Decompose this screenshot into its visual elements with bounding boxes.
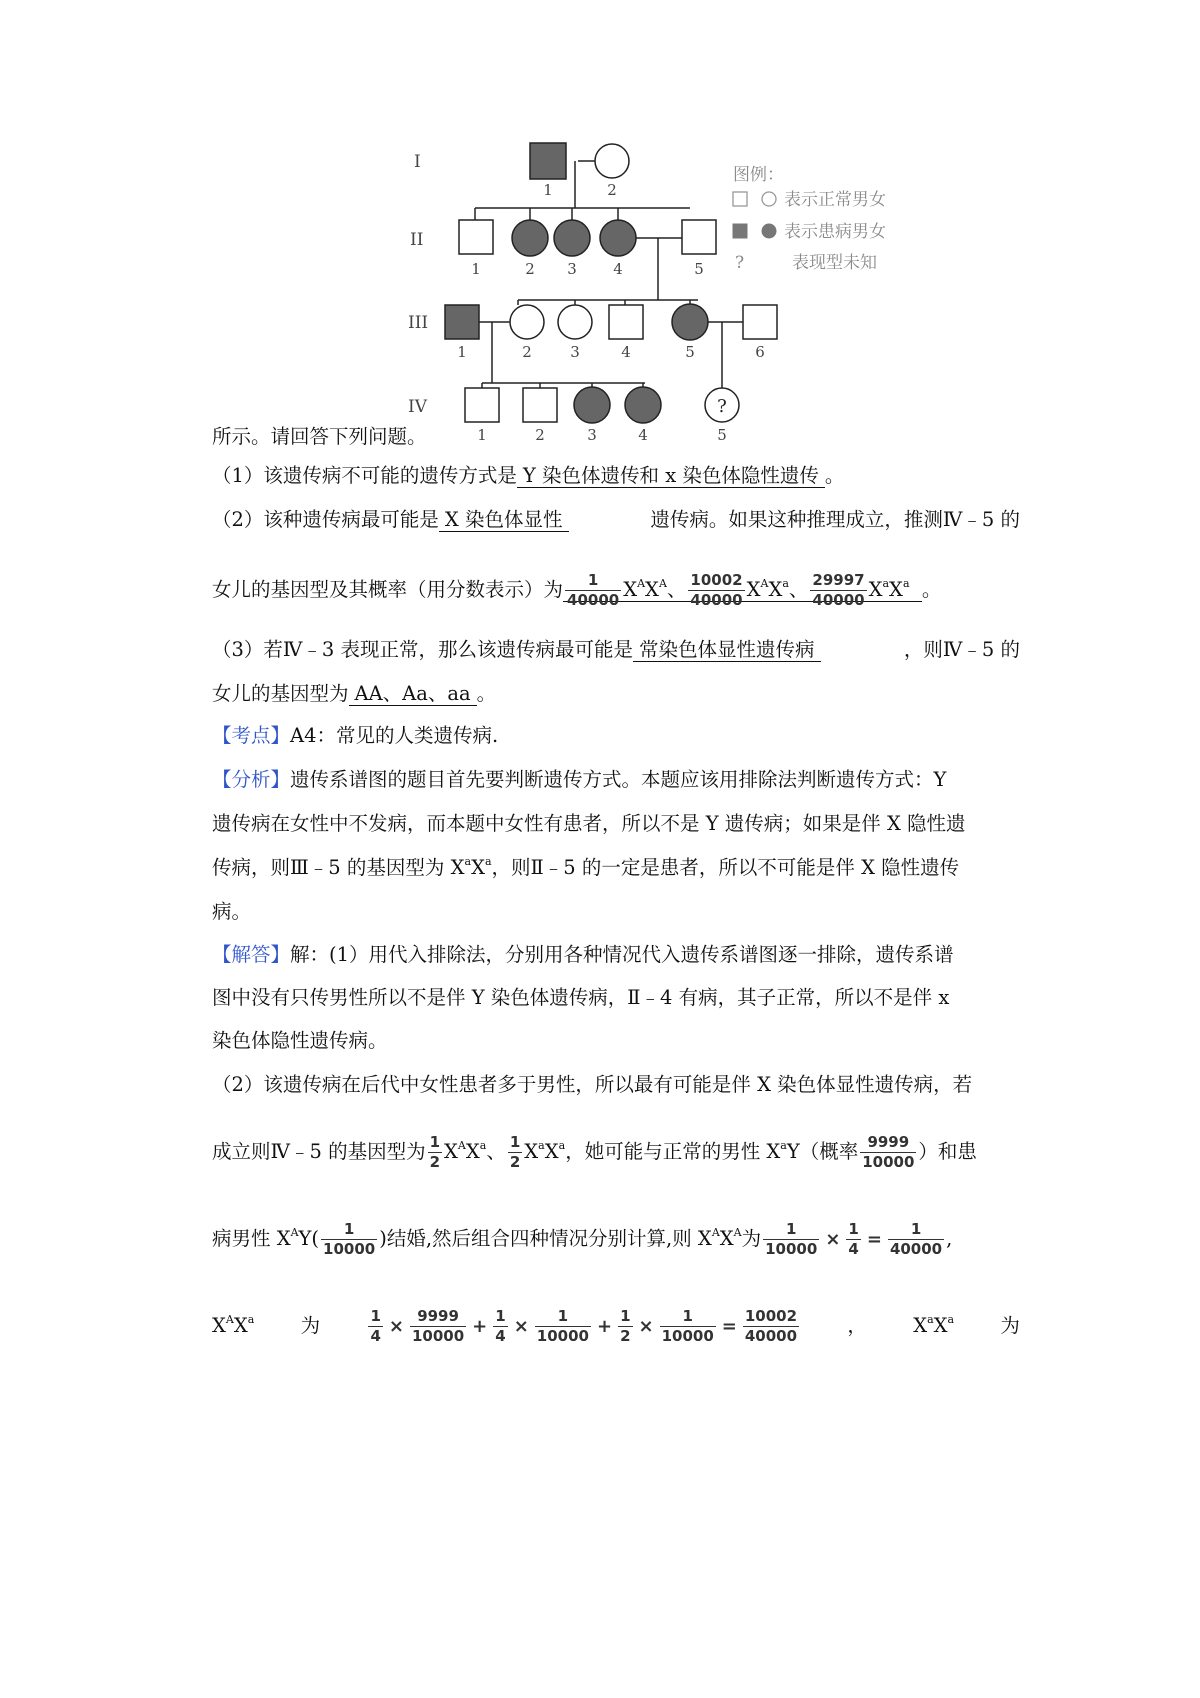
- q2-suffix: 遗传病。如果这种推理成立，推测Ⅳ﹣5 的: [650, 508, 1020, 531]
- indiv-num: 1: [457, 343, 467, 361]
- pedigree-IV-1-normal-male: [465, 388, 499, 422]
- pedigree-unknown-mark: ?: [717, 396, 727, 417]
- q3-answer: 常染色体显性遗传病: [633, 638, 821, 662]
- pedigree-II-2-affected-female: [512, 220, 548, 256]
- pedigree-III-3-normal-female: [558, 305, 592, 339]
- indiv-num: 2: [522, 343, 532, 361]
- indiv-num: 3: [587, 426, 597, 444]
- fraction: $\frac{9999}{10000}$: [862, 1133, 915, 1171]
- indiv-num: 1: [477, 426, 487, 444]
- fraction: $\frac{1}{10000}$: [536, 1307, 589, 1345]
- indiv-num: 6: [755, 343, 765, 361]
- pedigree-III-2-normal-female: [510, 305, 544, 339]
- legend-affected-male: [733, 224, 747, 238]
- fraction: $\frac{29997}{40000}$: [812, 571, 865, 609]
- fraction: $\frac{1}{2}$: [620, 1307, 631, 1345]
- indiv-num: 4: [638, 426, 648, 444]
- q2-line: [212, 505, 1020, 535]
- intro-text: 所示。请回答下列问题。: [212, 425, 427, 448]
- q1-line: [212, 461, 1020, 491]
- pedigree-III-6-normal-male: [743, 305, 777, 339]
- jieda-label: 【解答】: [212, 943, 291, 966]
- fraction: $\frac{1}{40000}$: [889, 1220, 943, 1258]
- fraction: $\frac{1}{4}$: [370, 1307, 381, 1345]
- fraction: $\frac{1}{40000}$: [567, 571, 620, 609]
- fraction: $\frac{1}{2}$: [429, 1133, 441, 1171]
- pedigree-III-5-affected-female: [672, 304, 708, 340]
- jieda-line-3: 染色体隐性遗传病。: [212, 1029, 388, 1052]
- jieda-line-1: 【解答】解：(1）用代入排除法，分别用各种情况代入遗传系谱图逐一排除，遗传系谱: [212, 943, 954, 966]
- jieda-line-4: （2）该遗传病在后代中女性患者多于男性，所以最有可能是伴 X 染色体显性遗传病，若: [212, 1073, 973, 1096]
- fraction: $\frac{1}{4}$: [848, 1220, 859, 1258]
- pedigree-II-3-affected-female: [554, 220, 590, 256]
- q3-line: [212, 635, 1020, 665]
- legend-title: 图例：: [733, 165, 784, 185]
- legend-normal-label: 表示正常男女: [784, 190, 886, 210]
- legend-normal-female: [762, 192, 776, 206]
- q1-answer: Y 染色体遗传和 x 染色体隐性遗传: [517, 464, 825, 488]
- pedigree-II-5-normal-male: [682, 220, 716, 254]
- jieda-line-7: $X^AX^a$ 为 $\frac{1}{4}$ × $\frac{9999}{10000}$ + $\frac{1}{4}$ × $\frac{1}{10000}$ + $\frac{1}{2}$ × $\frac{1}{10000}$ = $\frac{10002}{40000}$ ， $X^aX^a$ 为: [212, 1307, 1020, 1345]
- pedigree-I-1-affected-male: [530, 143, 566, 179]
- jieda-line-2: 图中没有只传男性所以不是伴 Y 染色体遗传病，Ⅱ﹣4 有病，其子正常，所以不是伴 x: [212, 986, 950, 1009]
- q3-left: （3）若Ⅳ﹣3 表现正常，那么该遗传病最可能是 常染色体显性遗传病: [212, 635, 821, 665]
- pedigree-IV-3-affected-female: [574, 387, 610, 423]
- q2-answer: X 染色体显性: [439, 508, 569, 532]
- gen-label: I: [414, 152, 421, 172]
- pedigree-III-4-normal-male: [609, 305, 643, 339]
- pedigree-IV-2-normal-male: [523, 388, 557, 422]
- fenxi-line-2: 遗传病在女性中不发病，而本题中女性有患者，所以不是 Y 遗传病；如果是伴 X 隐性遗: [212, 812, 966, 835]
- fenxi-label: 【分析】: [212, 768, 291, 791]
- q3b-answer: AA、Aa、aa: [349, 682, 477, 706]
- fraction: $\frac{10002}{40000}$: [744, 1307, 798, 1345]
- kaodian-text: A4：常见的人类遗传病.: [290, 724, 499, 747]
- fraction: $\frac{1}{4}$: [495, 1307, 506, 1345]
- jieda-line-5: 成立则Ⅳ﹣5 的基因型为 $\frac{1}{2}$ $X^AX^a$、 $\frac{1}{2}$ $X^aX^a$，她可能与正常的男性 $X^aY$（概率 $\frac{9999}{10000}$ ）和患: [212, 1133, 977, 1171]
- fraction: $\frac{9999}{10000}$: [411, 1307, 465, 1345]
- jieda-line-6: 病男性 $X^AY$( $\frac{1}{10000}$ )结婚,然后组合四种情况分别计算,则 $X^AX^A$为 $\frac{1}{10000}$ × $\frac{1}{4}$ = $\frac{1}{40000}$ ,: [212, 1220, 953, 1258]
- fraction: $\frac{1}{2}$: [509, 1133, 521, 1171]
- legend-affected-label: 表示患病男女: [784, 222, 886, 242]
- legend-unknown-label: 表现型未知: [792, 253, 877, 273]
- q2b-prefix: 女儿的基因型及其概率（用分数表示）为: [212, 578, 564, 601]
- pedigree-II-1-normal-male: [459, 220, 493, 254]
- intro-line: [212, 422, 1020, 452]
- indiv-num: 3: [570, 343, 580, 361]
- legend-affected-female: [762, 224, 776, 238]
- kaodian-label: 【考点】: [212, 724, 291, 747]
- fenxi-line-3: 传病，则Ⅲ﹣5 的基因型为 $X^aX^a$，则Ⅱ﹣5 的一定是患者，所以不可能是伴 X 隐性遗传: [212, 855, 960, 879]
- gen-label: IV: [408, 397, 427, 417]
- pedigree-I-2-normal-female: [595, 144, 629, 178]
- q2b-line: 女儿的基因型及其概率（用分数表示）为 $\frac{1}{40000}$ $X^AX^A$、 $\frac{10002}{40000}$ $X^AX^a$、 $\frac{29997}{40000}$ $X^aX^a$ 。: [212, 571, 942, 609]
- indiv-num: 2: [525, 260, 535, 278]
- q1-prefix: （1）该遗传病不可能的遗传方式是: [212, 464, 517, 487]
- gen-label: II: [410, 230, 424, 250]
- fraction: $\frac{1}{10000}$: [323, 1220, 376, 1258]
- q3b-line: 女儿的基因型为 AA、Aa、aa 。: [212, 682, 497, 705]
- pedigree-IV-4-affected-female: [625, 387, 661, 423]
- fraction: $\frac{1}{10000}$: [661, 1307, 714, 1345]
- gen-label: III: [408, 313, 429, 333]
- q3-suffix: ，则Ⅳ﹣5 的: [903, 638, 1020, 661]
- indiv-num: 2: [607, 181, 617, 199]
- indiv-num: 1: [471, 260, 481, 278]
- pedigree-II-4-affected-female: [600, 220, 636, 256]
- indiv-num: 2: [535, 426, 545, 444]
- indiv-num: 5: [717, 426, 727, 444]
- indiv-num: 5: [694, 260, 704, 278]
- q2-left: （2）该种遗传病最可能是 X 染色体显性: [212, 505, 569, 535]
- pedigree-III-1-affected-male: [445, 305, 479, 339]
- indiv-num: 5: [685, 343, 695, 361]
- legend-unknown-sym: ?: [735, 253, 745, 273]
- kaodian-line: [212, 721, 1020, 751]
- fraction: $\frac{1}{10000}$: [765, 1220, 818, 1258]
- indiv-num: 4: [613, 260, 623, 278]
- indiv-num: 4: [621, 343, 631, 361]
- indiv-num: 3: [567, 260, 577, 278]
- q2b-answer: $\frac{1}{40000}$ $X^AX^A$、 $\frac{10002}{40000}$ $X^AX^a$、 $\frac{29997}{40000}$ $X^aX^a$: [563, 578, 922, 602]
- q1-suffix: 。: [824, 464, 845, 487]
- fenxi-line-4: 病。: [212, 900, 252, 923]
- legend-normal-male: [733, 192, 747, 206]
- fraction: $\frac{10002}{40000}$: [690, 571, 743, 609]
- fenxi-line-1: 【分析】遗传系谱图的题目首先要判断遗传方式。本题应该用排除法判断遗传方式：Y: [212, 768, 947, 791]
- indiv-num: 1: [543, 181, 553, 199]
